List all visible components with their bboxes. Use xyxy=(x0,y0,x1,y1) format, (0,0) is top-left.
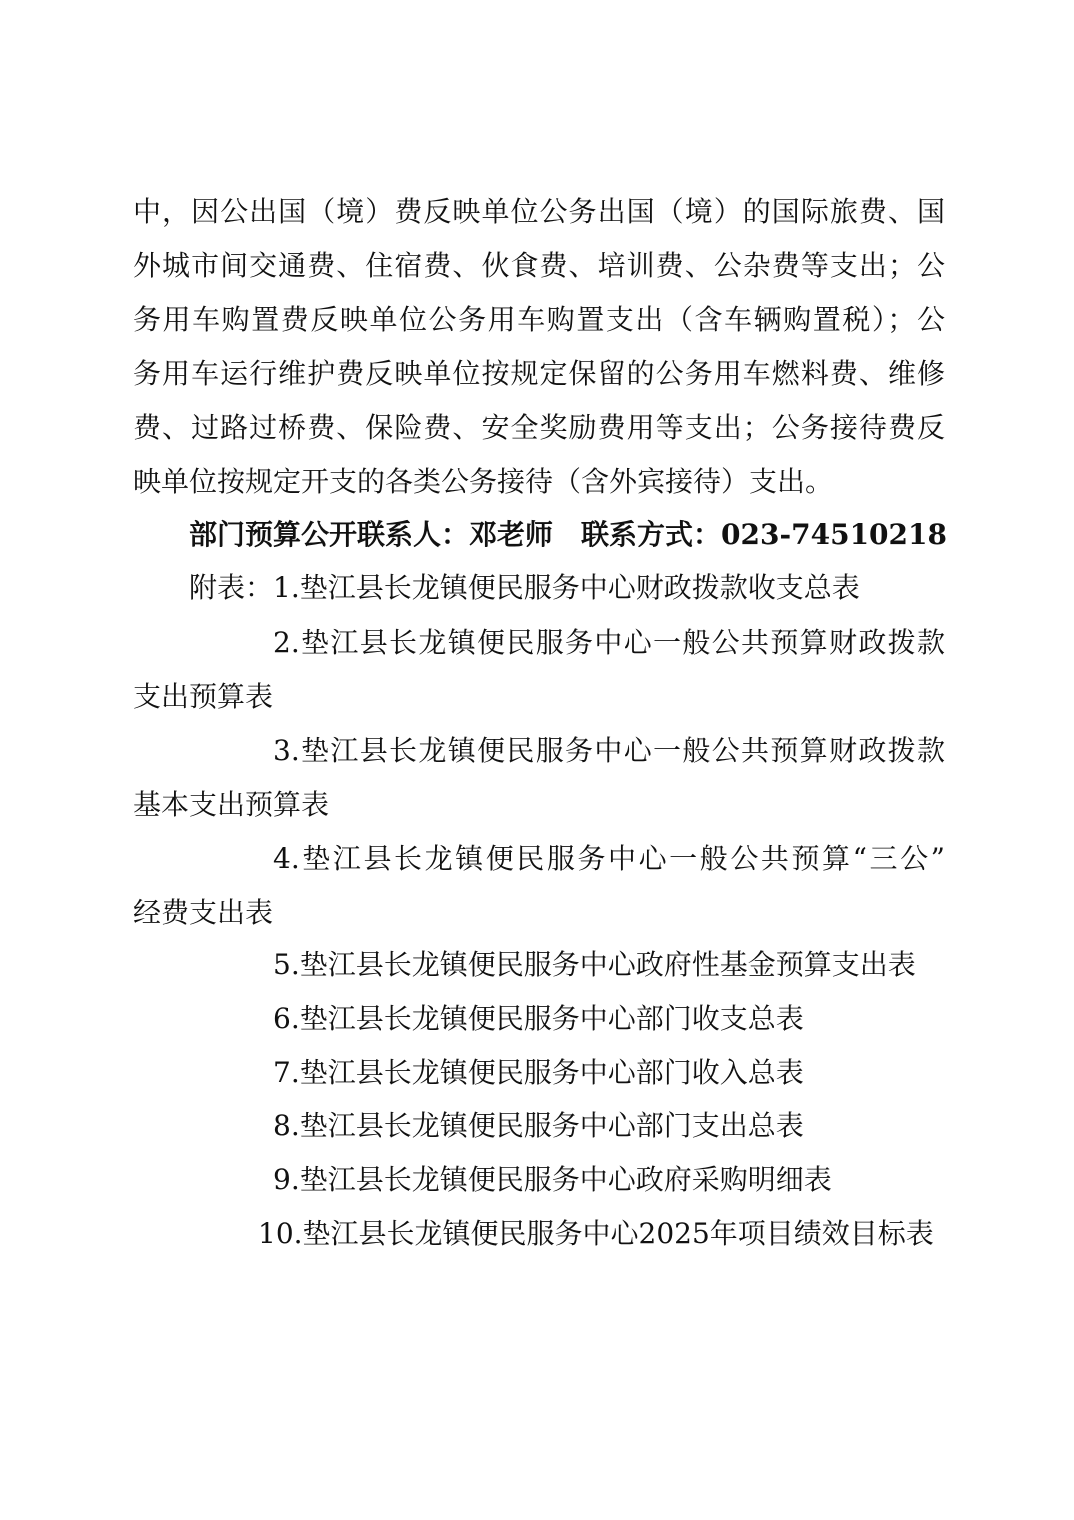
attachment-item: 8.垫江县长龙镇便民服务中心部门支出总表 xyxy=(273,1109,804,1142)
attachment-item: 2.垫江县长龙镇便民服务中心一般公共预算财政拨款 xyxy=(273,626,945,659)
paragraph-line: 映单位按规定开支的各类公务接待（含外宾接待）支出。 xyxy=(133,465,834,498)
attachments-label: 附表： xyxy=(189,571,274,604)
attachment-item-continuation: 经费支出表 xyxy=(133,896,274,929)
contact-line xyxy=(189,515,949,555)
attachment-item xyxy=(189,568,949,608)
paragraph-line: 中，因公出国（境）费反映单位公务出国（境）的国际旅费、国 xyxy=(133,195,945,228)
attachment-text: 1.垫江县长龙镇便民服务中心财政拨款收支总表 xyxy=(273,571,860,604)
attachment-item: 3.垫江县长龙镇便民服务中心一般公共预算财政拨款 xyxy=(273,734,945,767)
attachment-item: 7.垫江县长龙镇便民服务中心部门收入总表 xyxy=(273,1056,804,1089)
paragraph-line: 费、过路过桥费、保险费、安全奖励费用等支出；公务接待费反 xyxy=(133,411,945,444)
paragraph-line: 务用车购置费反映单位公务用车购置支出（含车辆购置税）；公 xyxy=(133,303,945,336)
attachment-item: 4.垫江县长龙镇便民服务中心一般公共预算“三公” xyxy=(273,842,945,875)
attachment-item: 9.垫江县长龙镇便民服务中心政府采购明细表 xyxy=(273,1163,832,1196)
attachment-item: 6.垫江县长龙镇便民服务中心部门收支总表 xyxy=(273,1002,804,1035)
attachment-item-continuation: 基本支出预算表 xyxy=(133,788,330,821)
contact-phone-label: 联系方式： xyxy=(581,518,722,551)
attachment-item: 5.垫江县长龙镇便民服务中心政府性基金预算支出表 xyxy=(273,948,916,981)
attachment-item-continuation: 支出预算表 xyxy=(133,680,274,713)
contact-person-label: 部门预算公开联系人： xyxy=(189,518,470,551)
paragraph-line: 务用车运行维护费反映单位按规定保留的公务用车燃料费、维修 xyxy=(133,357,945,390)
contact-phone: 023-74510218 xyxy=(721,518,947,551)
attachment-item: 10.垫江县长龙镇便民服务中心2025年项目绩效目标表 xyxy=(258,1217,934,1250)
paragraph-line: 外城市间交通费、住宿费、伙食费、培训费、公杂费等支出；公 xyxy=(133,249,945,282)
contact-person: 邓老师 xyxy=(469,518,554,551)
